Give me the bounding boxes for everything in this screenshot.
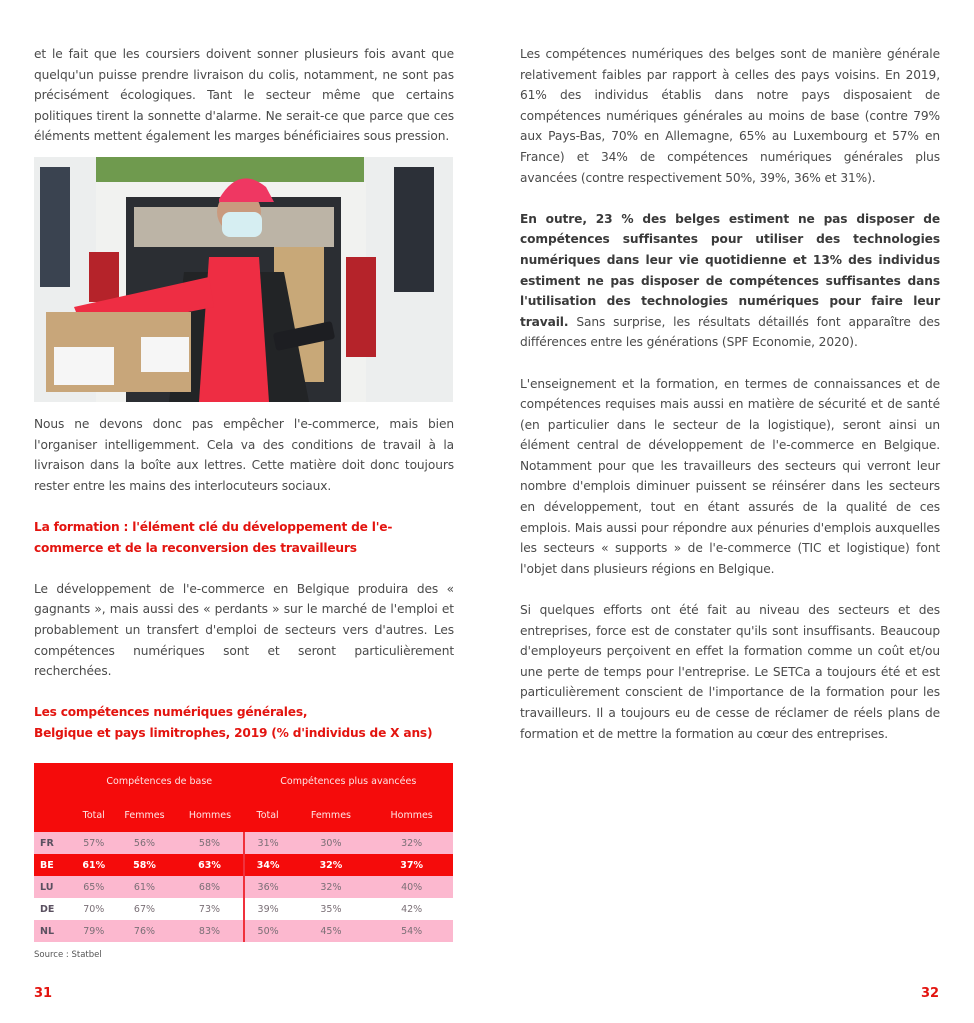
page-number-right: 32 bbox=[921, 986, 940, 1001]
section-heading: La formation : l'élément clé du développement de l'e-commerce et de la reconversion des travailleurs bbox=[34, 519, 393, 555]
value-cell: 31% bbox=[244, 832, 292, 854]
value-cell: 67% bbox=[113, 898, 177, 920]
group-header: Compétences de base bbox=[75, 763, 244, 799]
value-cell: 68% bbox=[176, 876, 243, 898]
paragraph bbox=[520, 209, 940, 353]
empty-header-cell bbox=[34, 799, 75, 832]
table-title bbox=[34, 702, 454, 743]
table-row bbox=[34, 854, 453, 876]
country-cell: NL bbox=[34, 920, 75, 942]
value-cell: 42% bbox=[370, 898, 453, 920]
column-header: Total bbox=[75, 799, 113, 832]
value-cell: 57% bbox=[75, 832, 113, 854]
country-cell: LU bbox=[34, 876, 75, 898]
table-row bbox=[34, 920, 453, 942]
paragraph: Nous ne devons donc pas empêcher l'e-commerce, mais bien l'organiser intelligemment. Cela va des conditions de travail à la livraison dans la boîte aux lettres. Cette matière doit donc toujours rester entre les mains des interlocuteurs sociaux. bbox=[34, 416, 454, 493]
value-cell: 54% bbox=[370, 920, 453, 942]
value-cell: 65% bbox=[75, 876, 113, 898]
table-row bbox=[34, 898, 453, 920]
paragraph: L'enseignement et la formation, en termes de connaissances et de compétences requises mais aussi en matière de sécurité et de santé (en particulier dans le secteur de la logistique), seront ainsi un élément central de développement de l'e-commerce en Belgique. Notamment pour que les travailleurs des secteurs qui verront leur nombre d'emplois diminuer puissent se réinsérer dans les secteurs en développement, tout en étant assurés de la qualité de ces emplois. Mais aussi pour répondre aux pénuries d'emplois auxquelles les secteurs « supports » de l'e-commerce (TIC et logistique) font l'objet dans plusieurs régions en Belgique. bbox=[520, 376, 940, 576]
value-cell: 34% bbox=[244, 854, 292, 876]
column-header: Hommes bbox=[176, 799, 243, 832]
country-cell: FR bbox=[34, 832, 75, 854]
value-cell: 32% bbox=[370, 832, 453, 854]
value-cell: 76% bbox=[113, 920, 177, 942]
group-header: Compétences plus avancées bbox=[244, 763, 453, 799]
paragraph: et le fait que les coursiers doivent sonner plusieurs fois avant que quelqu'un puisse prendre livraison du colis, notamment, ne sont pas précisément écologiques. Tant le secteur même que certains politiques tirent la sonnette d'alarme. Ne serait-ce que parce que ces éléments mettent également les marges bénéficiaires sous pression. bbox=[34, 47, 454, 144]
value-cell: 58% bbox=[113, 854, 177, 876]
value-cell: 32% bbox=[292, 854, 371, 876]
empty-header-cell bbox=[34, 763, 75, 799]
table-title-line: Belgique et pays limitrophes, 2019 (% d'individus de X ans) bbox=[34, 725, 433, 740]
value-cell: 63% bbox=[176, 854, 243, 876]
value-cell: 30% bbox=[292, 832, 371, 854]
table-title-line: Les compétences numériques générales, bbox=[34, 705, 308, 720]
value-cell: 45% bbox=[292, 920, 371, 942]
value-cell: 83% bbox=[176, 920, 243, 942]
paragraph: Le développement de l'e-commerce en Belgique produira des « gagnants », mais aussi des « perdants » sur le marché de l'emploi et probablement un transfert d'emploi de secteurs vers d'autres. Les compétences numériques sont et seront particulièrement recherchées. bbox=[34, 581, 454, 679]
column-header: Hommes bbox=[370, 799, 453, 832]
right-column bbox=[520, 44, 940, 744]
column-header: Total bbox=[244, 799, 292, 832]
digital-skills-table bbox=[34, 763, 453, 942]
table-row bbox=[34, 832, 453, 854]
paragraph: Les compétences numériques des belges sont de manière générale relativement faibles par rapport à celles des pays voisins. En 2019, 61% des individus établis dans notre pays disposaient de compétences numériques générales au moins de base (contre 79% aux Pays-Bas, 70% en Allemagne, 65% au Luxembourg et 57% en France) et 34% de compétences numériques générales plus avancées (contre respectivement 50%, 39%, 36% et 31%). bbox=[520, 47, 940, 185]
value-cell: 70% bbox=[75, 898, 113, 920]
value-cell: 61% bbox=[113, 876, 177, 898]
value-cell: 32% bbox=[292, 876, 371, 898]
value-cell: 35% bbox=[292, 898, 371, 920]
value-cell: 39% bbox=[244, 898, 292, 920]
left-column bbox=[34, 44, 454, 960]
value-cell: 58% bbox=[176, 832, 243, 854]
value-cell: 79% bbox=[75, 920, 113, 942]
bold-statement: En outre, 23 % des belges estiment ne pas disposer de compétences suffisantes pour utiliser des technologies numériques dans leur vie quotidienne et 13% des individus estiment ne pas disposer de compétences suffisantes dans l'utilisation des technologies numériques pour faire leur travail. bbox=[520, 211, 940, 329]
column-header: Femmes bbox=[292, 799, 371, 832]
table-row bbox=[34, 876, 453, 898]
value-cell: 50% bbox=[244, 920, 292, 942]
paragraph: Si quelques efforts ont été fait au niveau des secteurs et des entreprises, force est de constater qu'ils sont insuffisants. Beaucoup d'employeurs perçoivent en effet la formation comme un coût et/ou une perte de temps pour l'entreprise. Le SETCa a toujours été et est particulièrement conscient de l'importance de la formation pour les travailleurs. Il a toujours eu de cesse de réclamer de réels plans de formation et de mettre la formation au cœur des entreprises. bbox=[520, 603, 940, 741]
country-cell: DE bbox=[34, 898, 75, 920]
delivery-worker-photo bbox=[34, 157, 453, 402]
value-cell: 40% bbox=[370, 876, 453, 898]
value-cell: 56% bbox=[113, 832, 177, 854]
column-header: Femmes bbox=[113, 799, 177, 832]
value-cell: 37% bbox=[370, 854, 453, 876]
value-cell: 73% bbox=[176, 898, 243, 920]
table-source: Source : Statbel bbox=[34, 950, 102, 961]
value-cell: 36% bbox=[244, 876, 292, 898]
value-cell: 61% bbox=[75, 854, 113, 876]
country-cell: BE bbox=[34, 854, 75, 876]
page-number-left: 31 bbox=[34, 986, 53, 1001]
paragraph-continuation: Sans surprise, les résultats détaillés font apparaître des différences entre les générations (SPF Economie, 2020). bbox=[520, 314, 940, 350]
